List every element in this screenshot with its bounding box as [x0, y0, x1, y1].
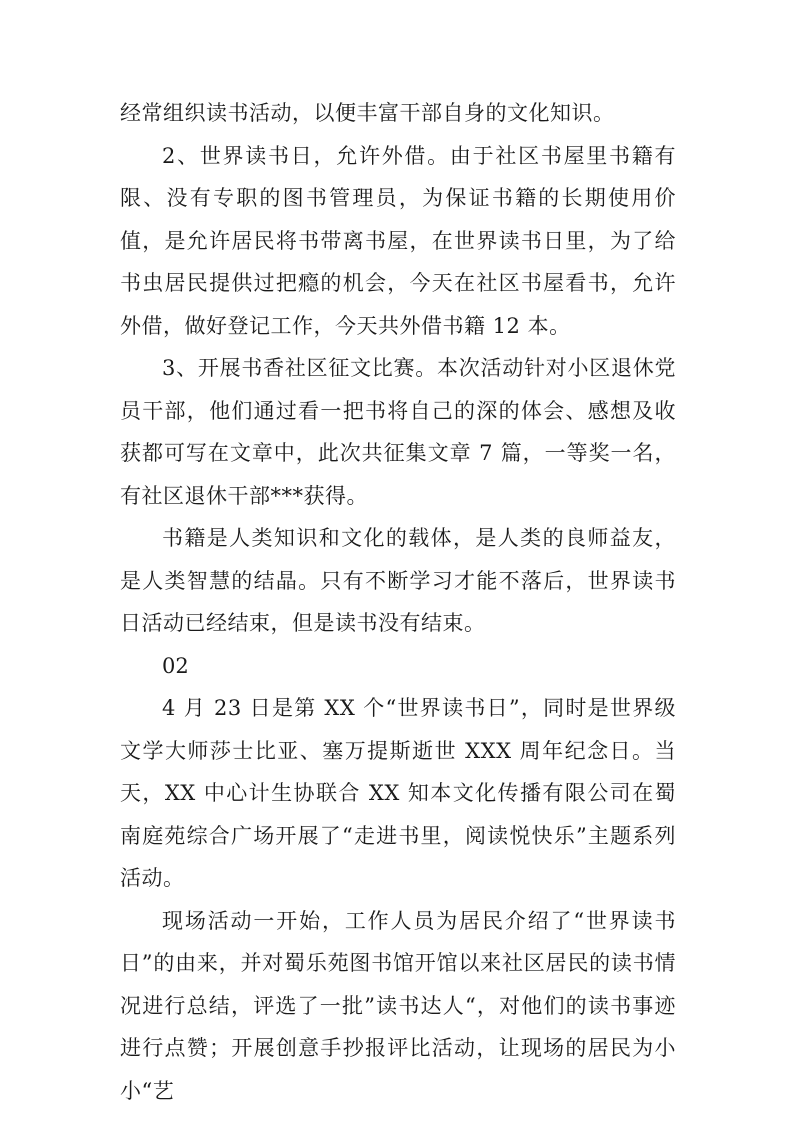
paragraph-item-2-lending: 2、世界读书日，允许外借。由于社区书屋里书籍有限、没有专职的图书管理员，为保证书籍的长期使用价值，是允许居民将书带离书屋，在世界读书日里，为了给书虫居民提供过把瘾的机会，今天在社区书屋看书，允许外借，做好登记工作，今天共外借书籍 12 本。 [120, 143, 676, 338]
document-page [120, 92, 676, 1112]
paragraph-intro-continuation: 经常组织读书活动，以便丰富干部自身的文化知识。 [120, 101, 615, 125]
section-number: 02 [162, 653, 189, 678]
paragraph-event-activities: 现场活动一开始，工作人员为居民介绍了“世界读书日”的由来，并对蜀乐苑图书馆开馆以来社区居民的读书情况进行总结，评选了一批”读书达人“，对他们的读书事迹进行点赞；开展创意手抄报评比活动，让现场的居民为小小“艺 [120, 908, 676, 1103]
paragraph-item-3-essay-contest: 3、开展书香社区征文比赛。本次活动针对小区退休党员干部，他们通过看一把书将自己的深的体会、感想及收获都可写在文章中，此次共征集文章 7 篇，一等奖一名，有社区退休干部***获得。 [120, 356, 676, 508]
paragraph-world-book-day-event: 4 月 23 日是第 XX 个“世界读书日”，同时是世界级文学大师莎士比亚、塞万提斯逝世 XXX 周年纪念日。当天，XX 中心计生协联合 XX 知本文化传播有限公司在蜀南庭苑综合广场开展了“走进书里，阅读悦快乐”主题系列活动。 [120, 696, 676, 890]
paragraph-conclusion: 书籍是人类知识和文化的载体，是人类的良师益友，是人类智慧的结晶。只有不断学习才能不落后，世界读书日活动已经结束，但是读书没有结束。 [120, 526, 676, 635]
